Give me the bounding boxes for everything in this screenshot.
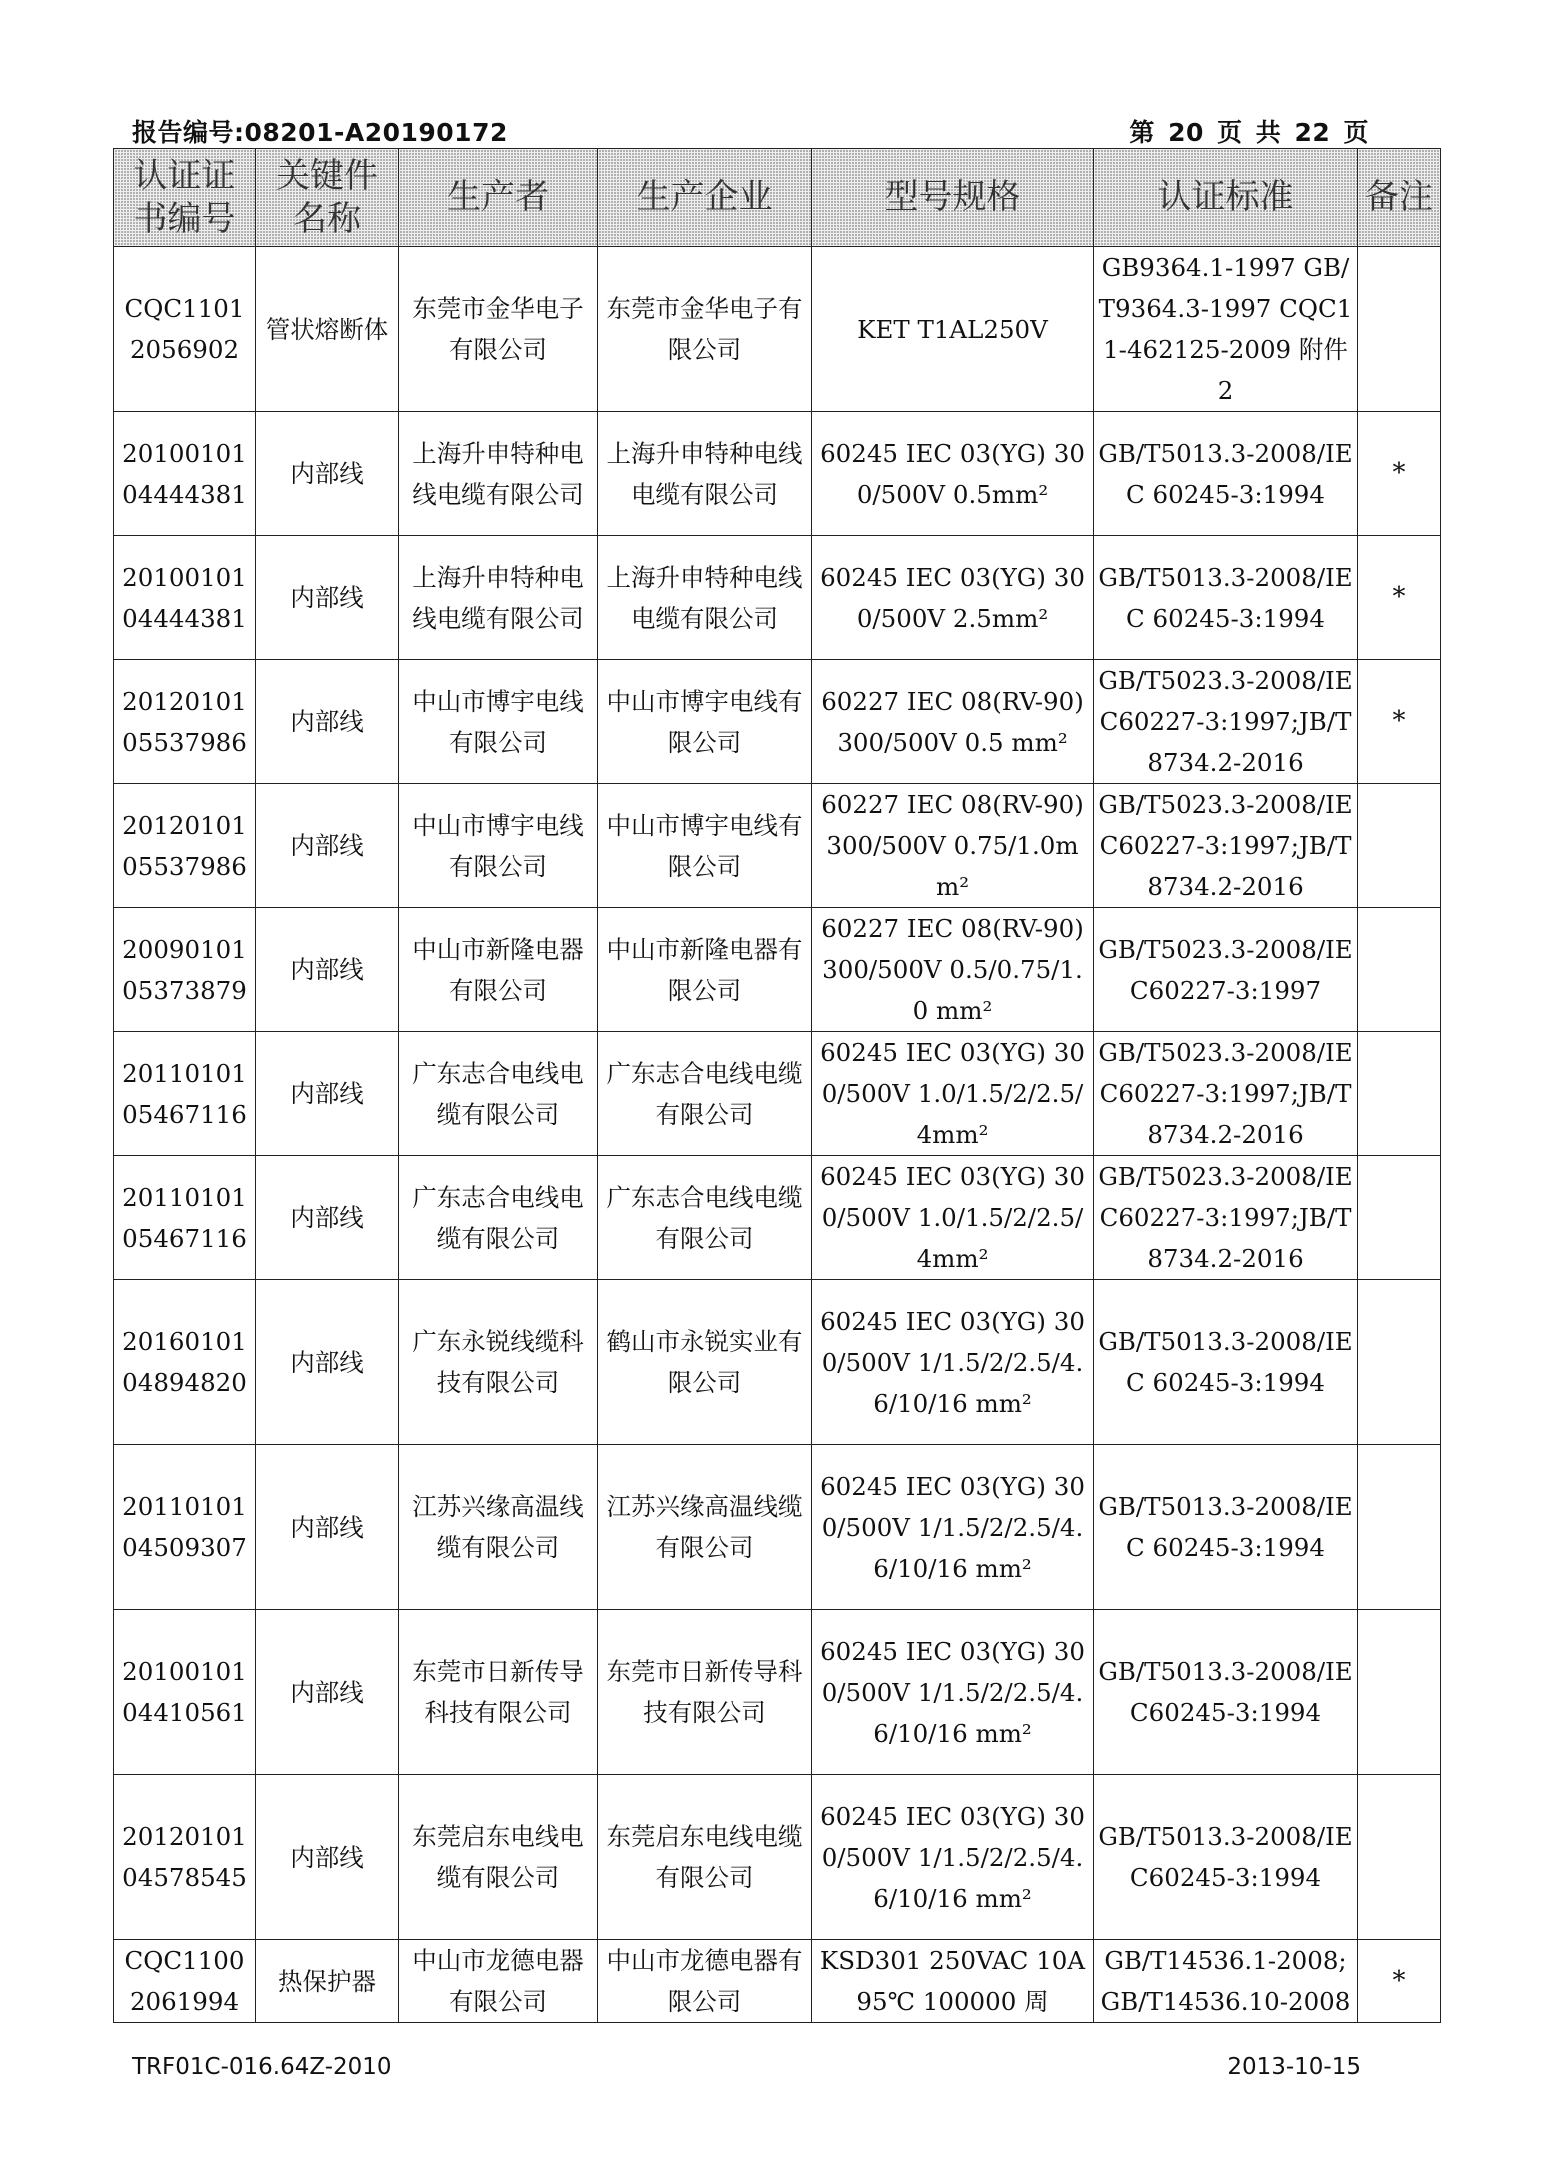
cert-number-cell: CQC1100 2061994 (114, 1940, 256, 2023)
model-spec-cell: 60245 IEC 03(YG) 300/500V 1/1.5/2/2.5/4.6/10/16 mm² (812, 1280, 1094, 1445)
table-row (114, 1940, 1441, 2023)
table-row (114, 247, 1441, 412)
producer-cell: 上海升申特种电线电缆有限公司 (399, 536, 598, 660)
table-row (114, 1156, 1441, 1280)
enterprise-cell: 东莞市金华电子有限公司 (598, 247, 812, 412)
remark-cell (1358, 1775, 1441, 1940)
table-row (114, 412, 1441, 536)
page-indicator: 第 20 页 共 22 页 (1129, 118, 1369, 147)
column-header-enterprise: 生产企业 (598, 149, 812, 247)
standard-cell: GB/T5013.3-2008/IEC60245-3:1994 (1094, 1775, 1358, 1940)
enterprise-cell: 中山市新隆电器有限公司 (598, 908, 812, 1032)
producer-cell: 东莞启东电线电缆有限公司 (399, 1775, 598, 1940)
column-header-cert-no: 认证证书编号 (114, 149, 256, 247)
remark-cell: * (1358, 1940, 1441, 2023)
model-spec-cell: 60245 IEC 03(YG) 300/500V 1.0/1.5/2/2.5/4mm² (812, 1156, 1094, 1280)
standard-cell: GB/T5013.3-2008/IEC 60245-3:1994 (1094, 1280, 1358, 1445)
remark-cell (1358, 1280, 1441, 1445)
remark-cell (1358, 1610, 1441, 1775)
producer-cell: 广东永锐线缆科技有限公司 (399, 1280, 598, 1445)
model-spec-cell: 60245 IEC 03(YG) 300/500V 1/1.5/2/2.5/4.6/10/16 mm² (812, 1445, 1094, 1610)
standard-cell: GB9364.1-1997 GB/T9364.3-1997 CQC11-462125-2009 附件 2 (1094, 247, 1358, 412)
producer-cell: 中山市新隆电器有限公司 (399, 908, 598, 1032)
producer-cell: 广东志合电线电缆有限公司 (399, 1156, 598, 1280)
cert-number-cell: 20110101 04509307 (114, 1445, 256, 1610)
key-part-cell: 内部线 (256, 536, 399, 660)
key-part-cell: 内部线 (256, 1280, 399, 1445)
form-date: 2013-10-15 (1227, 2054, 1361, 2080)
cert-number-cell: 20100101 04410561 (114, 1610, 256, 1775)
remark-cell: * (1358, 660, 1441, 784)
model-spec-cell: 60245 IEC 03(YG) 300/500V 0.5mm² (812, 412, 1094, 536)
key-part-cell: 内部线 (256, 784, 399, 908)
model-spec-cell: 60245 IEC 03(YG) 300/500V 1/1.5/2/2.5/4.6/10/16 mm² (812, 1610, 1094, 1775)
producer-cell: 东莞市日新传导科技有限公司 (399, 1610, 598, 1775)
key-part-cell: 内部线 (256, 412, 399, 536)
key-part-cell: 内部线 (256, 1775, 399, 1940)
key-part-cell: 热保护器 (256, 1940, 399, 2023)
cert-number-cell: 20160101 04894820 (114, 1280, 256, 1445)
standard-cell: GB/T5013.3-2008/IEC60245-3:1994 (1094, 1610, 1358, 1775)
key-part-cell: 内部线 (256, 1445, 399, 1610)
enterprise-cell: 中山市博宇电线有限公司 (598, 784, 812, 908)
enterprise-cell: 广东志合电线电缆有限公司 (598, 1156, 812, 1280)
standard-cell: GB/T5023.3-2008/IEC60227-3:1997;JB/T8734.2-2016 (1094, 784, 1358, 908)
key-part-cell: 内部线 (256, 1156, 399, 1280)
cert-number-cell: CQC1101 2056902 (114, 247, 256, 412)
model-spec-cell: KSD301 250VAC 10A 95℃ 100000 周 (812, 1940, 1094, 2023)
key-part-cell: 内部线 (256, 908, 399, 1032)
standard-cell: GB/T5013.3-2008/IEC 60245-3:1994 (1094, 536, 1358, 660)
key-part-cell: 内部线 (256, 660, 399, 784)
standard-cell: GB/T14536.1-2008; GB/T14536.10-2008 (1094, 1940, 1358, 2023)
enterprise-cell: 鹤山市永锐实业有限公司 (598, 1280, 812, 1445)
producer-cell: 上海升申特种电线电缆有限公司 (399, 412, 598, 536)
remark-cell (1358, 784, 1441, 908)
key-part-cell: 内部线 (256, 1610, 399, 1775)
remark-cell: * (1358, 536, 1441, 660)
producer-cell: 中山市博宇电线有限公司 (399, 784, 598, 908)
table-row (114, 660, 1441, 784)
table-header-row (114, 149, 1441, 247)
producer-cell: 中山市龙德电器有限公司 (399, 1940, 598, 2023)
column-header-standard: 认证标准 (1094, 149, 1358, 247)
producer-cell: 广东志合电线电缆有限公司 (399, 1032, 598, 1156)
enterprise-cell: 中山市博宇电线有限公司 (598, 660, 812, 784)
table-row (114, 908, 1441, 1032)
table-row (114, 1775, 1441, 1940)
model-spec-cell: 60245 IEC 03(YG) 300/500V 2.5mm² (812, 536, 1094, 660)
key-part-cell: 内部线 (256, 1032, 399, 1156)
model-spec-cell: KET T1AL250V (812, 247, 1094, 412)
cert-number-cell: 20090101 05373879 (114, 908, 256, 1032)
table-row (114, 1032, 1441, 1156)
enterprise-cell: 上海升申特种电线电缆有限公司 (598, 412, 812, 536)
enterprise-cell: 中山市龙德电器有限公司 (598, 1940, 812, 2023)
remark-cell (1358, 908, 1441, 1032)
cert-number-cell: 20110101 05467116 (114, 1156, 256, 1280)
standard-cell: GB/T5023.3-2008/IEC60227-3:1997 (1094, 908, 1358, 1032)
enterprise-cell: 东莞市日新传导科技有限公司 (598, 1610, 812, 1775)
table-row (114, 784, 1441, 908)
standard-cell: GB/T5023.3-2008/IEC60227-3:1997;JB/T8734.2-2016 (1094, 660, 1358, 784)
cert-number-cell: 20100101 04444381 (114, 412, 256, 536)
column-header-producer: 生产者 (399, 149, 598, 247)
certification-table (113, 148, 1441, 2023)
enterprise-cell: 江苏兴缘高温线缆有限公司 (598, 1445, 812, 1610)
enterprise-cell: 广东志合电线电缆有限公司 (598, 1032, 812, 1156)
enterprise-cell: 上海升申特种电线电缆有限公司 (598, 536, 812, 660)
model-spec-cell: 60245 IEC 03(YG) 300/500V 1/1.5/2/2.5/4.6/10/16 mm² (812, 1775, 1094, 1940)
remark-cell (1358, 1445, 1441, 1610)
column-header-key-part: 关键件名称 (256, 149, 399, 247)
standard-cell: GB/T5023.3-2008/IEC60227-3:1997;JB/T8734.2-2016 (1094, 1156, 1358, 1280)
model-spec-cell: 60227 IEC 08(RV-90) 300/500V 0.5/0.75/1.0 mm² (812, 908, 1094, 1032)
producer-cell: 东莞市金华电子有限公司 (399, 247, 598, 412)
cert-number-cell: 20110101 05467116 (114, 1032, 256, 1156)
report-number: 报告编号:08201-A20190172 (132, 118, 508, 147)
model-spec-cell: 60227 IEC 08(RV-90) 300/500V 0.75/1.0mm² (812, 784, 1094, 908)
enterprise-cell: 东莞启东电线电缆有限公司 (598, 1775, 812, 1940)
producer-cell: 江苏兴缘高温线缆有限公司 (399, 1445, 598, 1610)
cert-number-cell: 20100101 04444381 (114, 536, 256, 660)
standard-cell: GB/T5013.3-2008/IEC 60245-3:1994 (1094, 412, 1358, 536)
column-header-model: 型号规格 (812, 149, 1094, 247)
table-row (114, 536, 1441, 660)
remark-cell (1358, 1156, 1441, 1280)
standard-cell: GB/T5023.3-2008/IEC60227-3:1997;JB/T8734.2-2016 (1094, 1032, 1358, 1156)
cert-number-cell: 20120101 05537986 (114, 784, 256, 908)
producer-cell: 中山市博宇电线有限公司 (399, 660, 598, 784)
remark-cell (1358, 247, 1441, 412)
cert-number-cell: 20120101 05537986 (114, 660, 256, 784)
standard-cell: GB/T5013.3-2008/IEC 60245-3:1994 (1094, 1445, 1358, 1610)
form-code: TRF01C-016.64Z-2010 (132, 2054, 392, 2080)
column-header-remark: 备注 (1358, 149, 1441, 247)
table-row (114, 1610, 1441, 1775)
model-spec-cell: 60245 IEC 03(YG) 300/500V 1.0/1.5/2/2.5/4mm² (812, 1032, 1094, 1156)
table-row (114, 1280, 1441, 1445)
key-part-cell: 管状熔断体 (256, 247, 399, 412)
remark-cell (1358, 1032, 1441, 1156)
remark-cell: * (1358, 412, 1441, 536)
cert-number-cell: 20120101 04578545 (114, 1775, 256, 1940)
model-spec-cell: 60227 IEC 08(RV-90) 300/500V 0.5 mm² (812, 660, 1094, 784)
table-row (114, 1445, 1441, 1610)
